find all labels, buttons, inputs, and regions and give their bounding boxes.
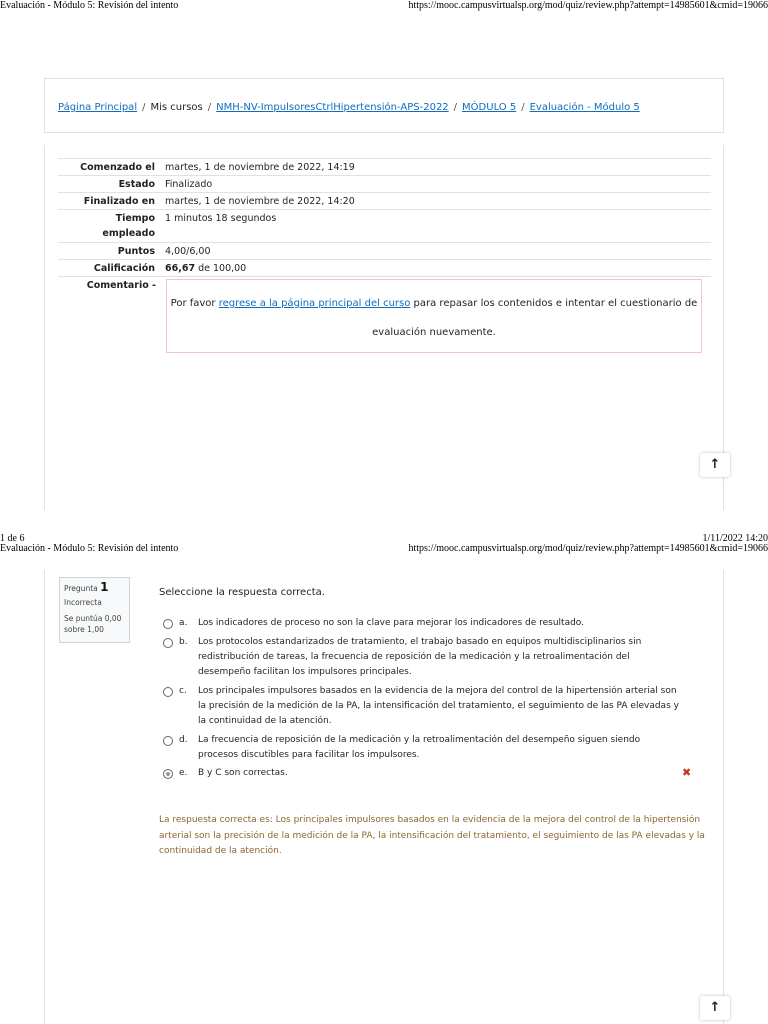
print-footer-date: 1/11/2022 14:20 <box>702 533 768 544</box>
question-info <box>59 577 130 643</box>
attempt-summary <box>44 145 724 510</box>
feedback-box <box>166 279 702 353</box>
comment-label: Comentario - <box>86 280 156 291</box>
print-footer-page: 1 de 6 <box>0 533 25 544</box>
print-header-title-2: Evaluación - Módulo 5: Revisión del intento <box>0 543 179 554</box>
time-label-line2: empleado <box>102 228 155 239</box>
breadcrumb-quiz-link[interactable]: Evaluación - Módulo 5 <box>529 102 640 113</box>
print-header-url: https://mooc.campusvirtualsp.org/mod/quiz/review.php?attempt=14985601&cmid=19066 <box>408 0 768 11</box>
breadcrumb-module-link[interactable]: MÓDULO 5 <box>462 102 517 113</box>
option-d-text: La frecuencia de reposición de la medicación y la retroalimentación del desempeño siguen siendo procesos discutibles para facilitar los impulsores. <box>198 735 641 760</box>
feedback-line2: evaluación nuevamente. <box>372 327 496 338</box>
radio-e-selected[interactable] <box>163 769 173 779</box>
print-header-url-2: https://mooc.campusvirtualsp.org/mod/quiz/review.php?attempt=14985601&cmid=19066 <box>408 543 768 554</box>
feedback-prefix: Por favor <box>170 298 219 309</box>
radio-b[interactable] <box>163 638 173 648</box>
option-a-text: Los indicadores de proceso no son la clave para mejorar los indicadores de resultado. <box>198 618 585 628</box>
option-c-text: Los principales impulsores basados en la evidencia de la mejora del control de la hipertensión arterial son la precisión de la medición de la PA, la intensificación del tratamiento, el seguimiento de las PA elevadas y la continuidad de la atención. <box>198 686 679 726</box>
print-header-title: Evaluación - Módulo 5: Revisión del intento <box>0 0 179 11</box>
marks-value: 4,00/6,00 <box>165 246 211 257</box>
time-label-line1: Tiempo <box>115 213 155 224</box>
summary-row-time <box>58 209 711 243</box>
option-c-letter: c. <box>179 686 187 696</box>
radio-d[interactable] <box>163 736 173 746</box>
feedback-suffix: para repasar los contenidos e intentar el cuestionario de <box>410 298 698 309</box>
correct-answer-feedback: La respuesta correcta es: Los principales impulsores basados en la evidencia de la mejora del control de la hipertensión arterial son la precisión de la medición de la PA, la intensificación del tratamiento, el seguimiento de las PA elevadas y la continuidad de la atención. <box>159 815 705 856</box>
question-status: Incorrecta <box>64 598 102 607</box>
finished-value: martes, 1 de noviembre de 2022, 14:20 <box>165 196 355 207</box>
back-to-top-button-2[interactable] <box>700 996 730 1020</box>
feedback-line1 <box>167 298 701 309</box>
marks-label: Puntos <box>117 246 155 257</box>
started-value: martes, 1 de noviembre de 2022, 14:19 <box>165 162 355 173</box>
arrow-up-icon: ↑ <box>709 457 721 472</box>
state-value: Finalizado <box>165 179 213 190</box>
breadcrumb-my-courses: Mis cursos <box>150 102 203 113</box>
grade-bold: 66,67 <box>165 263 196 274</box>
question-label: Pregunta <box>64 584 98 593</box>
grade-value <box>165 260 246 277</box>
arrow-up-icon: ↑ <box>709 1000 721 1015</box>
option-e-text: B y C son correctas. <box>198 768 288 778</box>
breadcrumb-container <box>44 78 724 133</box>
radio-c[interactable] <box>163 687 173 697</box>
summary-row-state <box>58 175 711 193</box>
option-e-letter: e. <box>179 768 188 778</box>
breadcrumb: Página Principal / Mis cursos / NMH-NV-ImpulsoresCtrlHipertensión-APS-2022 / MÓDULO 5 / Evaluación - Módulo 5 <box>58 102 640 113</box>
back-to-top-button[interactable] <box>700 453 730 477</box>
question-panel <box>44 570 724 1024</box>
breadcrumb-course-link[interactable]: NMH-NV-ImpulsoresCtrlHipertensión-APS-2022 <box>216 102 449 113</box>
grade-rest: de 100,00 <box>195 263 247 274</box>
option-b-letter: b. <box>179 637 188 647</box>
question-prompt: Seleccione la respuesta correcta. <box>159 587 325 598</box>
incorrect-icon: ✖ <box>682 766 692 779</box>
option-d-letter: d. <box>179 735 188 745</box>
question-score-line1: Se puntúa 0,00 <box>64 614 122 623</box>
finished-label: Finalizado en <box>83 196 155 207</box>
time-value: 1 minutos 18 segundos <box>165 213 277 224</box>
question-score-line2: sobre 1,00 <box>64 625 104 634</box>
radio-a[interactable] <box>163 619 173 629</box>
state-label: Estado <box>118 179 155 190</box>
summary-row-started <box>58 158 711 176</box>
summary-row-finished <box>58 192 711 210</box>
question-number: 1 <box>100 580 109 594</box>
grade-label: Calificación <box>93 263 155 274</box>
breadcrumb-home-link[interactable]: Página Principal <box>58 102 138 113</box>
option-a-letter: a. <box>179 618 188 628</box>
started-label: Comenzado el <box>80 162 155 173</box>
course-home-link[interactable]: regrese a la página principal del curso <box>218 298 411 309</box>
summary-row-grade <box>58 259 711 277</box>
summary-row-marks <box>58 242 711 260</box>
option-b-text: Los protocolos estandarizados de tratamiento, el trabajo basado en equipos multidisciplinarios sin redistribución de tareas, la frecuencia de reposición de la medicación y la retroalimentación del desempeño facilitan los impulsores principales. <box>198 637 642 677</box>
